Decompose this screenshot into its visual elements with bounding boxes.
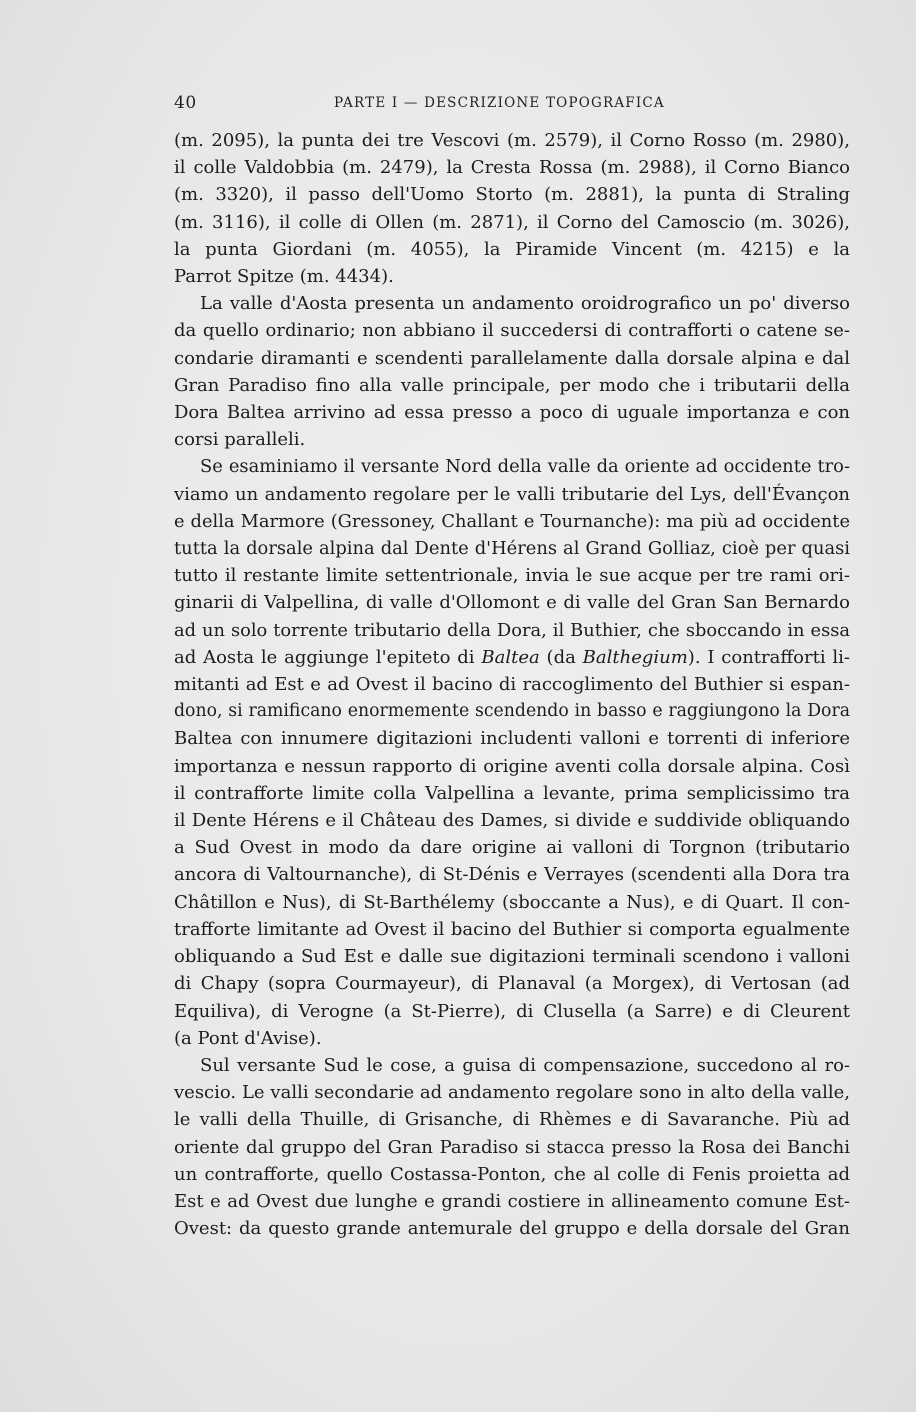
text-line: ad un solo torrente tributario della Dora, il Buthier, che sboccando in essa (174, 619, 850, 641)
text-line: a Sud Ovest in modo da dare origine ai valloni di Torgnon (tributario (174, 837, 850, 859)
text-line: tutto il restante limite settentrionale, invia le sue acque per tre rami ori- (174, 565, 850, 587)
text-line: Dora Baltea arrivino ad essa presso a poco di uguale importanza e con (174, 402, 850, 424)
text-line: importanza e nessun rapporto di origine aventi colla dorsale alpina. Così (174, 755, 850, 777)
running-head: PARTE I — DESCRIZIONE TOPOGRAFICA (334, 95, 665, 111)
text-line: ancora di Valtournanche), di St-Dénis e Verrayes (scendenti alla Dora tra (174, 864, 850, 886)
text-line: condarie diramanti e scendenti parallelamente dalla dorsale alpina e dal (174, 347, 850, 369)
text-line: da quello ordinario; non abbiano il succedersi di contrafforti o catene se- (174, 320, 850, 342)
body-text (174, 127, 850, 1242)
text-line: di Chapy (sopra Courmayeur), di Planaval (a Morgex), di Vertosan (ad (174, 973, 850, 995)
text-line: Baltea con innumere digitazioni includenti valloni e torrenti di inferiore (174, 728, 850, 750)
text-line: oriente dal gruppo del Gran Paradiso si stacca presso la Rosa dei Banchi (174, 1136, 850, 1158)
text-line: La valle d'Aosta presenta un andamento oroidrografico un po' diverso (200, 293, 850, 315)
paragraph-1 (174, 127, 850, 290)
text-line: e della Marmore (Gressoney, Challant e Tournanche): ma più ad occidente (174, 510, 850, 532)
text-line: Ovest: da questo grande antemurale del gruppo e della dorsale del Gran (174, 1218, 850, 1240)
text-line: Sul versante Sud le cose, a guisa di compensazione, succedono al ro- (200, 1054, 850, 1076)
text-line: un contrafforte, quello Costassa-Ponton, che al colle di Fenis proietta ad (174, 1163, 850, 1185)
text-line: ginarii di Valpellina, di valle d'Ollomont e di valle del Gran San Bernardo (174, 592, 850, 614)
paragraph-3 (174, 453, 850, 1051)
text-line: mitanti ad Est e ad Ovest il bacino di raccoglimento del Buthier si espan- (174, 674, 850, 696)
text-segment: ad Aosta le aggiunge l'epiteto di (174, 646, 482, 668)
text-segment: (da (539, 646, 583, 668)
text-line: il Dente Hérens e il Château des Dames, si divide e suddivide obliquando (174, 810, 850, 832)
text-line-italic-mix (174, 644, 850, 671)
text-line: il contrafforte limite colla Valpellina a levante, prima semplicissimo tra (174, 782, 850, 804)
text-line: obliquando a Sud Est e dalle sue digitazioni terminali scendono i valloni (174, 946, 850, 968)
text-segment: ). I contrafforti li- (687, 646, 851, 668)
text-line: viamo un andamento regolare per le valli tributarie del Lys, dell'Évançon (174, 483, 850, 505)
text-line: (m. 3320), il passo dell'Uomo Storto (m. 2881), la punta di Straling (174, 184, 850, 206)
page-header (174, 93, 850, 121)
text-line: Est e ad Ovest due lunghe e grandi costiere in allineamento comune Est- (174, 1190, 850, 1212)
italic-term: Balthegium (582, 646, 688, 668)
text-line: (m. 3116), il colle di Ollen (m. 2871), il Corno del Camoscio (m. 3026), (174, 211, 850, 233)
text-line: (a Pont d'Avise). (174, 1027, 322, 1049)
page-number: 40 (174, 93, 197, 113)
paragraph-2 (174, 290, 850, 453)
text-line: Gran Paradiso fino alla valle principale, per modo che i tributarii della (174, 374, 850, 396)
text-line: vescio. Le valli secondarie ad andamento regolare sono in alto della valle, (174, 1082, 850, 1104)
text-line: la punta Giordani (m. 4055), la Piramide Vincent (m. 4215) e la (174, 238, 850, 260)
italic-term: Baltea (481, 646, 540, 668)
text-line: trafforte limitante ad Ovest il bacino del Buthier si comporta egualmente (174, 918, 850, 940)
text-line: tutta la dorsale alpina dal Dente d'Hérens al Grand Golliaz, cioè per quasi (174, 538, 850, 560)
text-line: le valli della Thuille, di Grisanche, di Rhèmes e di Savaranche. Più ad (174, 1109, 850, 1131)
text-line: il colle Valdobbia (m. 2479), la Cresta Rossa (m. 2988), il Corno Bianco (174, 157, 850, 179)
text-line: corsi paralleli. (174, 429, 306, 451)
text-line: Parrot Spitze (m. 4434). (174, 266, 394, 288)
text-line: Châtillon e Nus), di St-Barthélemy (sboccante a Nus), e di Quart. Il con- (174, 891, 850, 913)
text-line: dono, si ramificano enormemente scendendo in basso e raggiungono la Dora (174, 701, 850, 722)
text-line: Equiliva), di Verogne (a St-Pierre), di Clusella (a Sarre) e di Cleurent (174, 1000, 850, 1022)
paragraph-4 (174, 1052, 850, 1242)
text-line: Se esaminiamo il versante Nord della valle da oriente ad occidente tro- (200, 456, 850, 478)
text-line: (m. 2095), la punta dei tre Vescovi (m. 2579), il Corno Rosso (m. 2980), (174, 130, 850, 151)
